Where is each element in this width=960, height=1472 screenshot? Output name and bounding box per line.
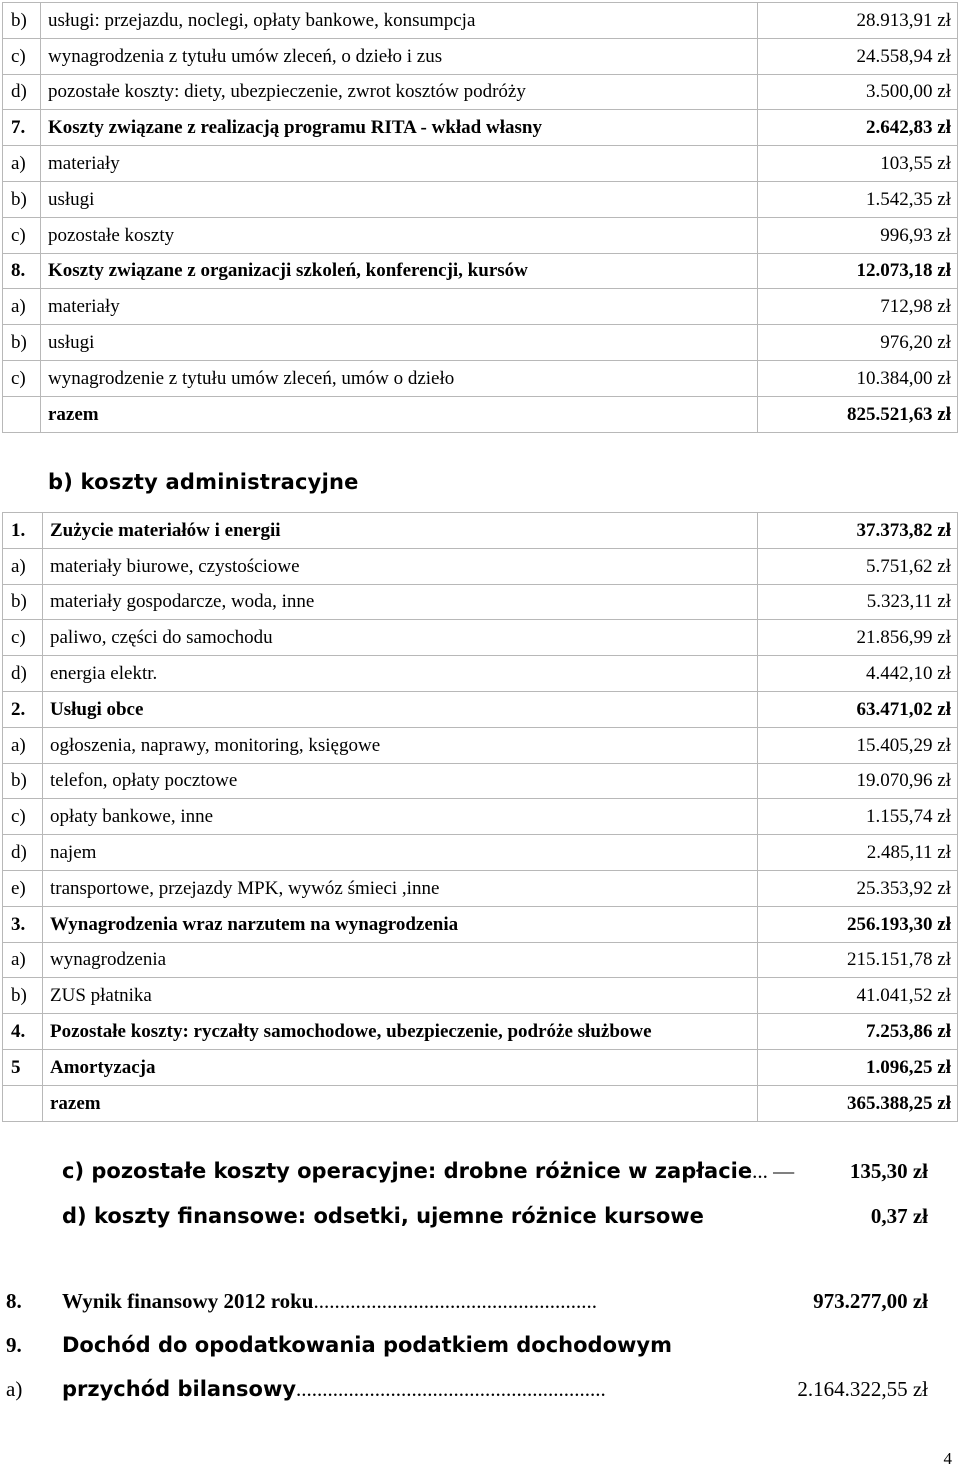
section-b-heading: b) koszty administracyjne [48, 470, 359, 494]
row-label: a) [3, 289, 41, 325]
row-amount: 996,93 zł [758, 217, 958, 253]
row-amount: 63.471,02 zł [758, 691, 958, 727]
row-amount: 12.073,18 zł [758, 253, 958, 289]
row-description: materiały biurowe, czystościowe [43, 548, 758, 584]
item-8-text: Wynik finansowy 2012 roku [62, 1289, 314, 1313]
row-description: wynagrodzenie z tytułu umów zleceń, umów o dzieło [41, 360, 758, 396]
row-description: materiały [41, 146, 758, 182]
table-row [3, 74, 958, 110]
table-row [3, 656, 958, 692]
row-label: c) [3, 360, 41, 396]
row-amount: 37.373,82 zł [758, 513, 958, 549]
table-row [3, 906, 958, 942]
page-number: 4 [943, 1449, 952, 1468]
table-row [3, 870, 958, 906]
row-description: ZUS płatnika [43, 978, 758, 1014]
costs-table-part1 [2, 2, 958, 433]
row-description: usługi: przejazdu, noclegi, opłaty bankowe, konsumpcja [41, 3, 758, 39]
table-row [3, 727, 958, 763]
row-label: b) [3, 978, 43, 1014]
row-amount: 24.558,94 zł [758, 38, 958, 74]
row-label: b) [3, 3, 41, 39]
row-amount: 1.096,25 zł [758, 1049, 958, 1085]
row-description: pozostałe koszty: diety, ubezpieczenie, zwrot kosztów podróży [41, 74, 758, 110]
row-description: razem [41, 396, 758, 432]
item-9-line [62, 1333, 672, 1357]
row-label: a) [3, 548, 43, 584]
row-label: b) [3, 763, 43, 799]
table-row [3, 3, 958, 39]
row-amount: 2.485,11 zł [758, 835, 958, 871]
row-label: 2. [3, 691, 43, 727]
table-row [3, 620, 958, 656]
row-amount: 25.353,92 zł [758, 870, 958, 906]
row-description: usługi [41, 325, 758, 361]
section-c-line [62, 1159, 794, 1184]
row-label: c) [3, 799, 43, 835]
section-c-dots: ... [752, 1159, 774, 1183]
table-row [3, 396, 958, 432]
section-d-text: d) koszty finansowe: odsetki, ujemne różnice kursowe [62, 1204, 704, 1228]
table-row [3, 763, 958, 799]
table-row [3, 513, 958, 549]
section-c-amount: 135,30 zł [849, 1159, 928, 1183]
row-label: 5 [3, 1049, 43, 1085]
row-description: Zużycie materiałów i energii [43, 513, 758, 549]
table-row [3, 548, 958, 584]
row-label: b) [3, 181, 41, 217]
row-label: e) [3, 870, 43, 906]
row-description: najem [43, 835, 758, 871]
row-amount: 5.323,11 zł [758, 584, 958, 620]
row-description: Usługi obce [43, 691, 758, 727]
row-label [3, 396, 41, 432]
row-description: razem [43, 1085, 758, 1121]
row-amount: 5.751,62 zł [758, 548, 958, 584]
item-a-line [62, 1377, 606, 1402]
row-description: energia elektr. [43, 656, 758, 692]
row-label: c) [3, 217, 41, 253]
row-label [3, 1085, 43, 1121]
row-description: wynagrodzenia [43, 942, 758, 978]
row-amount: 1.155,74 zł [758, 799, 958, 835]
item-8-line [62, 1289, 597, 1314]
row-label: d) [3, 835, 43, 871]
row-description: transportowe, przejazdy MPK, wywóz śmieci ,inne [43, 870, 758, 906]
row-amount: 1.542,35 zł [758, 181, 958, 217]
section-d-amount: 0,37 zł [870, 1204, 928, 1228]
row-label: c) [3, 620, 43, 656]
item-8-label: 8. [6, 1289, 22, 1313]
row-description: Koszty związane z organizacji szkoleń, konferencji, kursów [41, 253, 758, 289]
row-description: telefon, opłaty pocztowe [43, 763, 758, 799]
row-label: 7. [3, 110, 41, 146]
item-8-amount-wrap [813, 1289, 928, 1314]
row-description: wynagrodzenia z tytułu umów zleceń, o dzieło i zus [41, 38, 758, 74]
item-a-text: przychód bilansowy [62, 1377, 297, 1401]
row-label: 4. [3, 1014, 43, 1050]
row-description: pozostałe koszty [41, 217, 758, 253]
row-amount: 21.856,99 zł [758, 620, 958, 656]
row-amount: 712,98 zł [758, 289, 958, 325]
table-row [3, 1049, 958, 1085]
row-description: materiały gospodarcze, woda, inne [43, 584, 758, 620]
table-row [3, 691, 958, 727]
row-label: d) [3, 74, 41, 110]
item-a-amount-wrap [797, 1377, 928, 1402]
row-label: c) [3, 38, 41, 74]
table-row [3, 325, 958, 361]
row-amount: 256.193,30 zł [758, 906, 958, 942]
row-amount: 41.041,52 zł [758, 978, 958, 1014]
table-row [3, 799, 958, 835]
item-a-label: a) [6, 1377, 23, 1401]
item-8-dots: ...................................................... [313, 1289, 597, 1313]
row-amount: 365.388,25 zł [758, 1085, 958, 1121]
row-amount: 4.442,10 zł [758, 656, 958, 692]
row-amount: 2.642,83 zł [758, 110, 958, 146]
table-row [3, 146, 958, 182]
row-amount: 103,55 zł [758, 146, 958, 182]
row-amount: 15.405,29 zł [758, 727, 958, 763]
row-amount: 10.384,00 zł [758, 360, 958, 396]
row-description: Koszty związane z realizacją programu RITA - wkład własny [41, 110, 758, 146]
table-row [3, 289, 958, 325]
table-row [3, 1085, 958, 1121]
row-amount: 28.913,91 zł [758, 3, 958, 39]
row-amount: 19.070,96 zł [758, 763, 958, 799]
row-description: Pozostałe koszty: ryczałty samochodowe, ubezpieczenie, podróże służbowe [43, 1014, 758, 1050]
row-label: b) [3, 325, 41, 361]
row-description: opłaty bankowe, inne [43, 799, 758, 835]
table-row [3, 942, 958, 978]
item-9-label: 9. [6, 1333, 22, 1357]
table-row [3, 217, 958, 253]
row-amount: 3.500,00 zł [758, 74, 958, 110]
table-row [3, 835, 958, 871]
item-9-text: Dochód do opodatkowania podatkiem dochodowym [62, 1333, 672, 1357]
section-d-line [62, 1204, 704, 1228]
row-label: a) [3, 727, 43, 763]
table-row [3, 38, 958, 74]
item-a-dots: ........................................................... [296, 1377, 606, 1401]
row-description: Amortyzacja [43, 1049, 758, 1085]
row-description: ogłoszenia, naprawy, monitoring, księgowe [43, 727, 758, 763]
row-label: 1. [3, 513, 43, 549]
table-row [3, 360, 958, 396]
row-amount: 7.253,86 zł [758, 1014, 958, 1050]
row-amount: 215.151,78 zł [758, 942, 958, 978]
table-row [3, 584, 958, 620]
section-d-amount-wrap [871, 1204, 928, 1229]
table-row [3, 181, 958, 217]
section-c-amount-wrap [850, 1159, 928, 1184]
table-row [3, 978, 958, 1014]
section-c-dash: — [773, 1159, 795, 1183]
row-label: 8. [3, 253, 41, 289]
row-description: usługi [41, 181, 758, 217]
row-label: a) [3, 942, 43, 978]
row-amount: 976,20 zł [758, 325, 958, 361]
item-8-amount: 973.277,00 zł [813, 1289, 928, 1313]
row-amount: 825.521,63 zł [758, 396, 958, 432]
section-c-text: c) pozostałe koszty operacyjne: drobne różnice w zapłacie [62, 1159, 753, 1183]
row-description: paliwo, części do samochodu [43, 620, 758, 656]
row-label: b) [3, 584, 43, 620]
row-label: 3. [3, 906, 43, 942]
row-description: Wynagrodzenia wraz narzutem na wynagrodzenia [43, 906, 758, 942]
table-row [3, 253, 958, 289]
administrative-costs-table [2, 512, 958, 1122]
row-label: a) [3, 146, 41, 182]
row-description: materiały [41, 289, 758, 325]
table-row [3, 1014, 958, 1050]
item-a-amount: 2.164.322,55 zł [797, 1377, 928, 1401]
row-label: d) [3, 656, 43, 692]
table-row [3, 110, 958, 146]
